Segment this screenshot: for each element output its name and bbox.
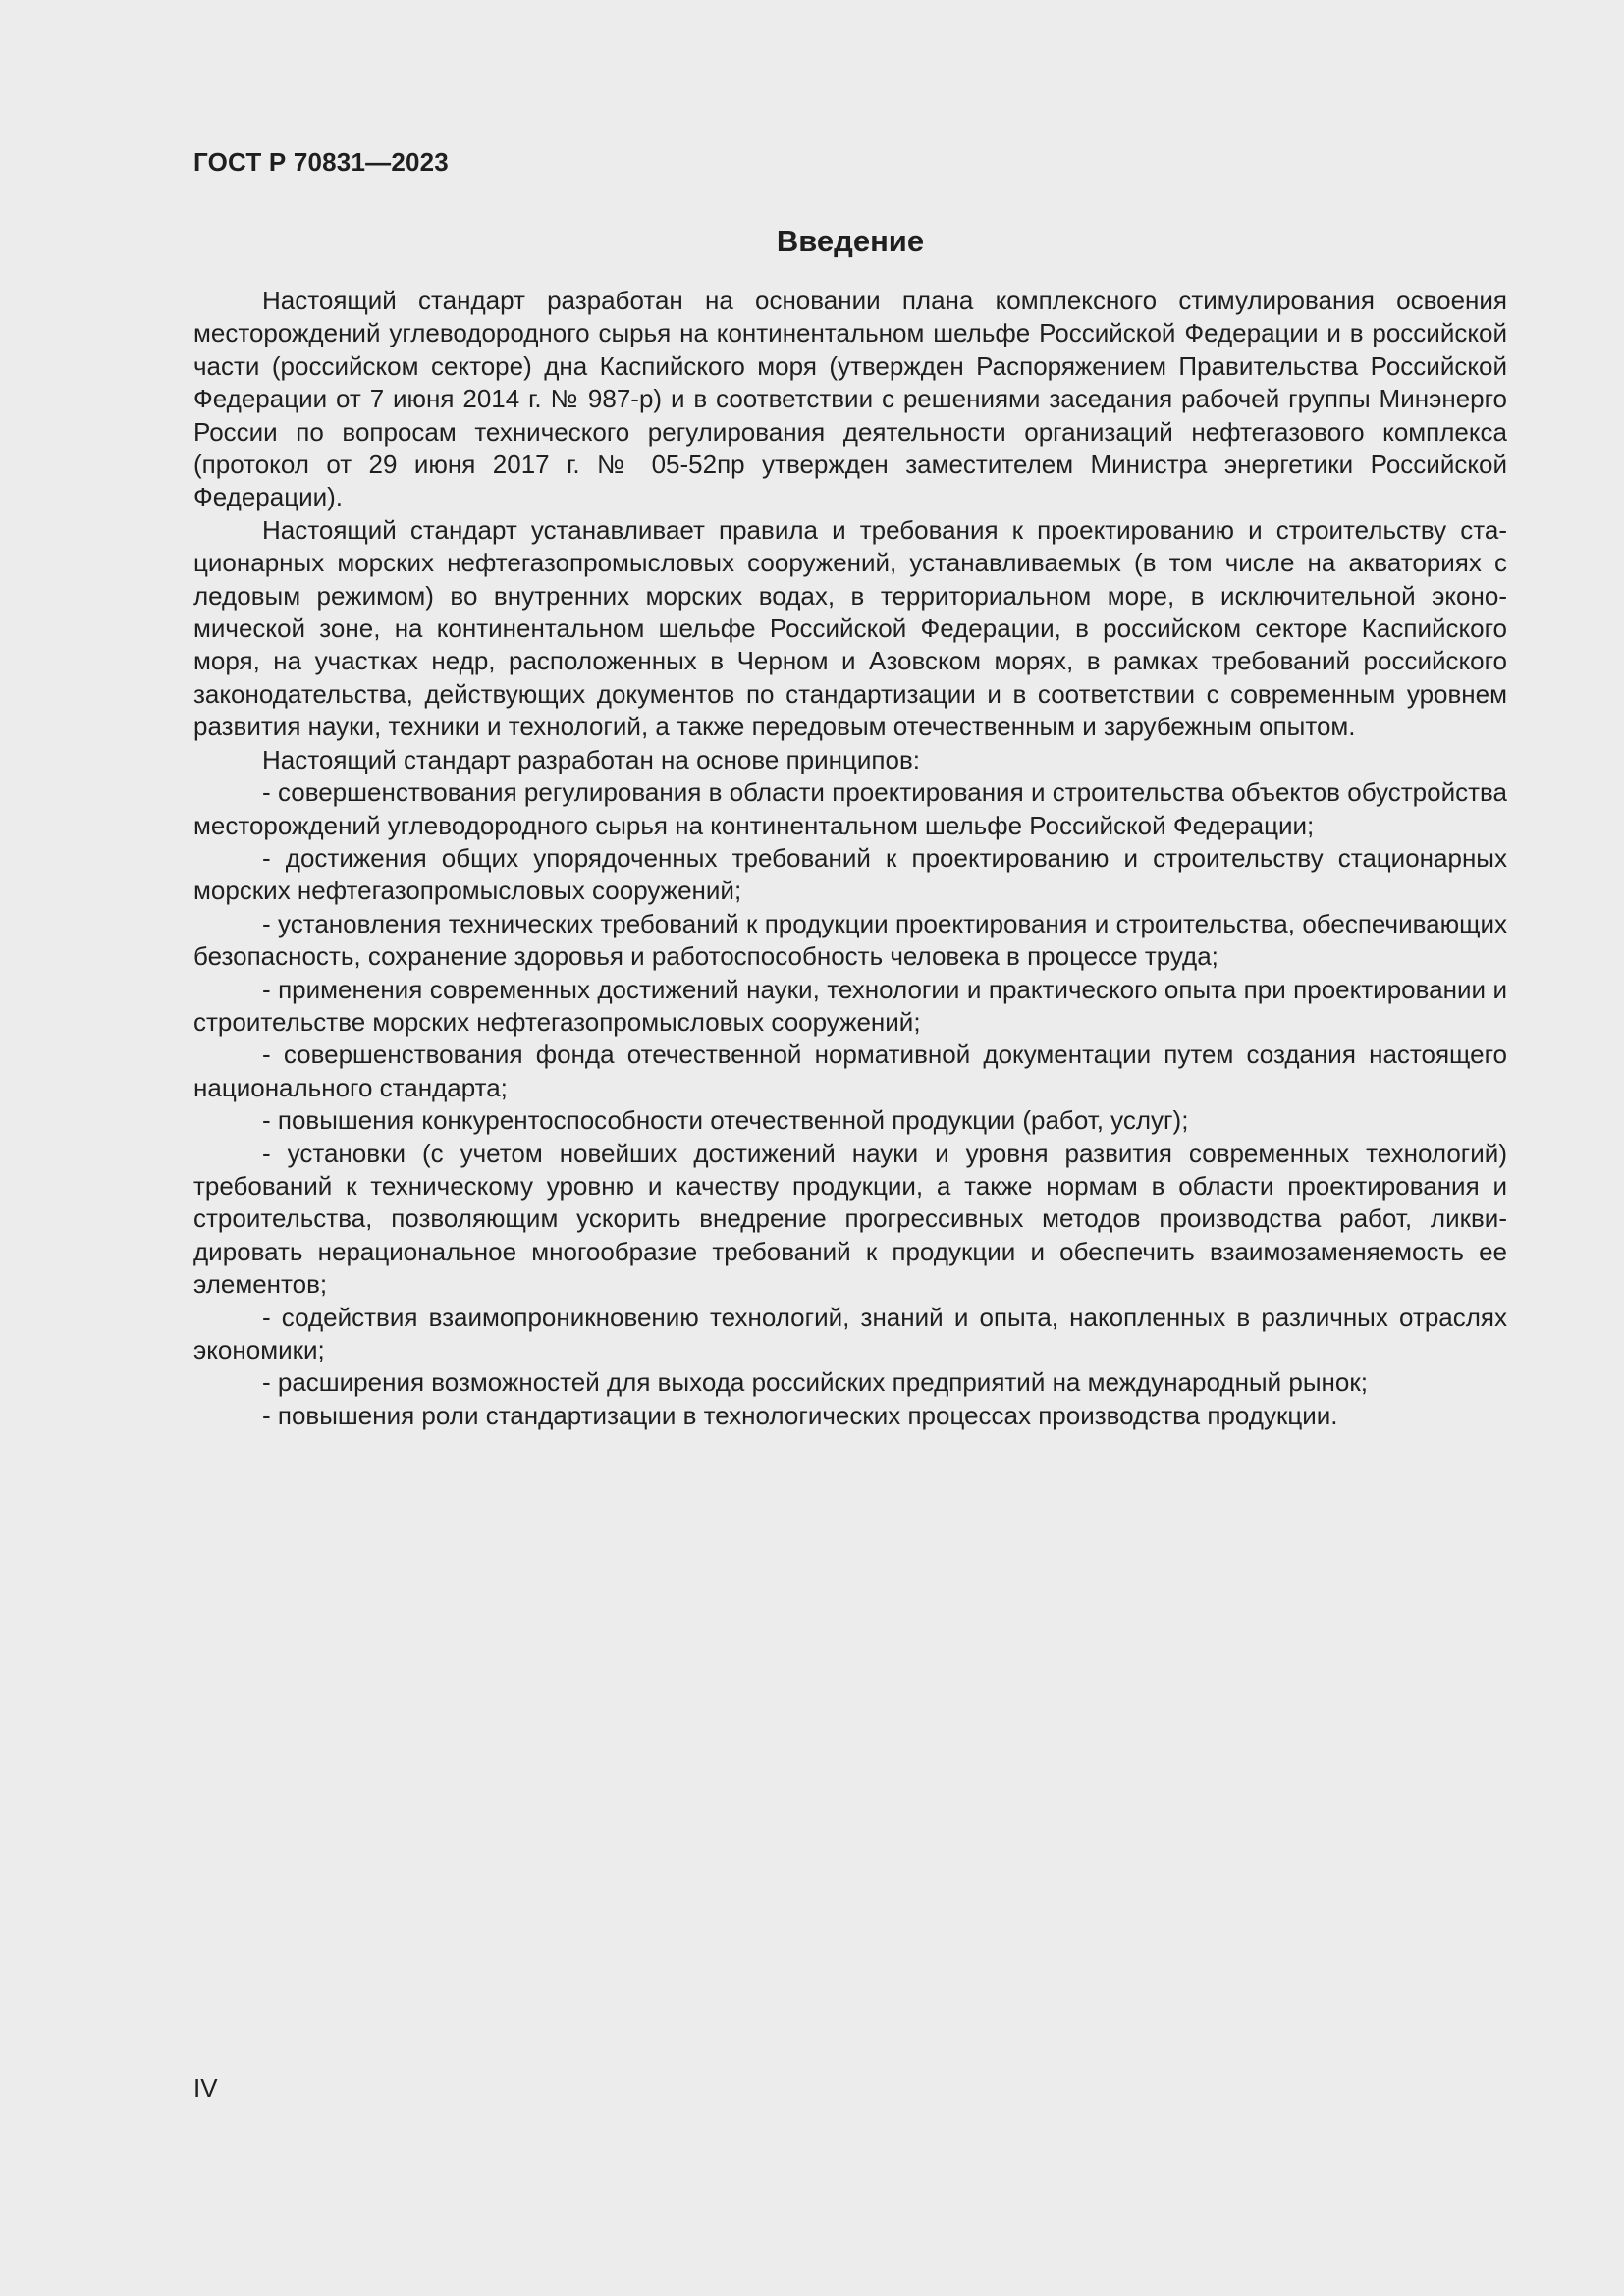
principle-item: - расширения возможностей для выхода российских предприятий на международный рынок; xyxy=(262,1367,1368,1398)
paragraph-principles-intro: Настоящий стандарт разработан на основе принципов: xyxy=(262,744,920,774)
paragraph-basis: Настоящий стандарт разработан на основании плана комплексного стимулирования освоения месторождений углеводородного сырья на континентальном шельфе Российской Федерации и в российской части (российском секторе) дна Каспийского моря (утвержден Распоряжением Правительства Российской Федерации от 7 июня 2014 г. № 987-р) и в соответствии с решениями заседания рабочей группы Минэнерго России по вопросам технического регулирования деятельности организаций нефтегазового комплекса (протокол от 29 июня 2017 г. № 05-52пр утвержден заместителем Министра энергетики Российской Федерации). xyxy=(193,286,1507,512)
principle-item: - содействия взаимопроникновению технологий, знаний и опыта, накопленных в различных отраслях экономики; xyxy=(193,1302,1507,1364)
principle-item: - повышения конкурентоспособности отечественной продукции (работ, услуг); xyxy=(262,1105,1189,1136)
page-number: IV xyxy=(193,2073,218,2103)
introduction-body xyxy=(193,285,1507,1432)
document-code: ГОСТ Р 70831—2023 xyxy=(193,147,449,177)
principle-item: - применения современных достижений науки, технологии и практического опыта при проектировании и строительстве морских нефтегазопромысловых сооружений; xyxy=(193,974,1507,1037)
principle-item: - установки (с учетом новейших достижений науки и уровня развития современных технологий) требований к техническому уровню и качеству продукции, а также нормам в области проектирования и строительства, позволяющим ускорить внедрение прогрессивных методов производства работ, ликвидировать нерациональное многообразие требований к продукции и обеспечить взаимозаменяемость ее элементов; xyxy=(193,1138,1507,1300)
principle-item: - совершенствования регулирования в области проектирования и строительства объектов обустройства месторождений углеводородного сырья на континентальном шельфе Российской Федерации; xyxy=(193,777,1507,840)
principle-item: - совершенствования фонда отечественной нормативной документации путем создания настоящего национального стандарта; xyxy=(193,1040,1507,1102)
principle-item: - установления технических требований к продукции проектирования и строительства, обеспечивающих безопасность, сохранение здоровья и работоспособность человека в процессе труда; xyxy=(193,908,1507,972)
principle-item: - повышения роли стандартизации в технологических процессах производства продукции. xyxy=(262,1400,1338,1430)
principle-item: - достижения общих упорядоченных требований к проектированию и строительству стационарных морских нефтегазопромысловых сооружений; xyxy=(193,842,1507,906)
section-title: Введение xyxy=(776,224,925,258)
paragraph-scope: Настоящий стандарт устанавливает правила и требования к проектированию и строительству стационарных морских нефтегазопромысловых сооружений, устанавливаемых (в том числе на акваториях с ледовым режимом) во внутренних морских водах, в территориальном море, в исключительной экономической зоне, на континентальном шельфе Российской Федерации, в российском секторе Каспийского моря, на участках недр, расположенных в Черном и Азовском морях, в рамках требований российского законодательства, действующих документов по стандартизации и в соответствии с современным уровнем развития науки, техники и технологий, а также передовым отечественным и зарубежным опытом. xyxy=(193,514,1507,742)
